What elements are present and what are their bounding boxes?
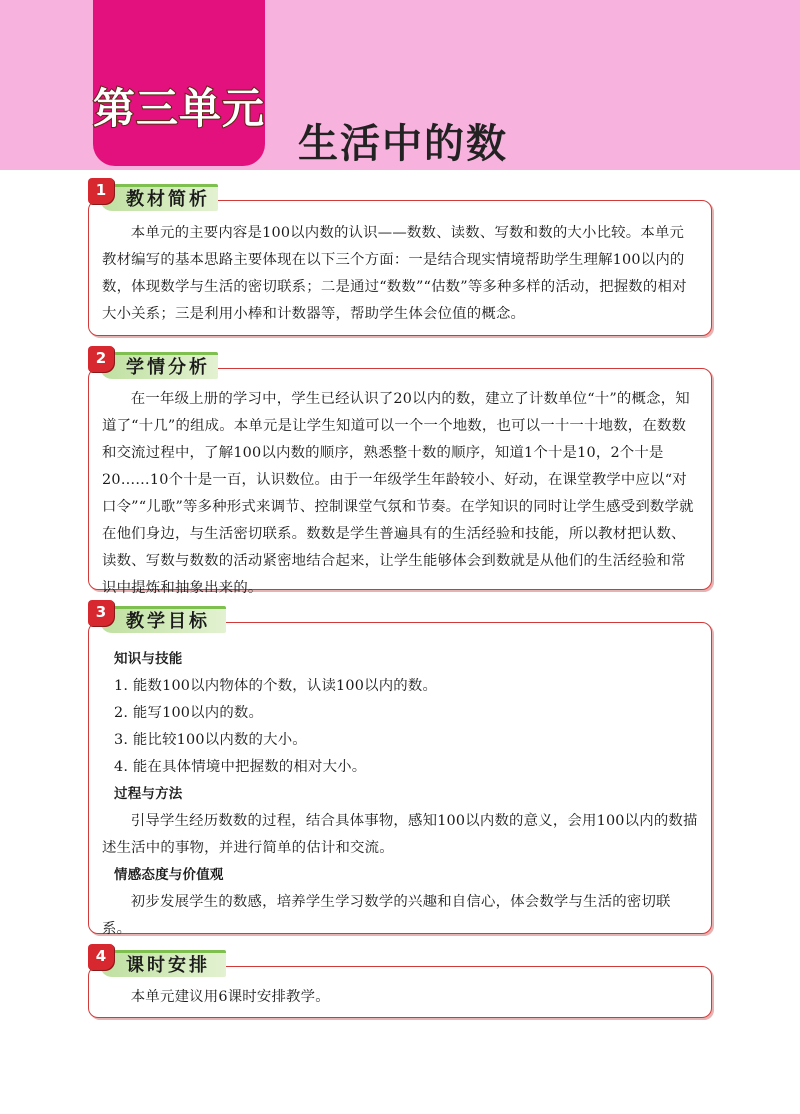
section-teaching-goals [88,600,712,937]
list-item: 4. 能在具体情境中把握数的相对大小。 [114,759,367,775]
section-title: 教材简析 [126,189,210,210]
section-title-badge [100,352,218,379]
unit-title: 生活中的数 [298,121,508,167]
section-body [102,984,698,1011]
section-title-badge [100,184,218,211]
paragraph: 本单元的主要内容是100以内数的认识——数数、读数、写数和数的大小比较。本单元教材编写的基本思路主要体现在以下三个方面：一是结合现实情境帮助学生理解100以内的数，体现数学与生活的密切联系；二是通过“数数”“估数”等多种多样的活动，把握数的相对大小关系；三是利用小棒和计数器等，帮助学生体会位值的概念。 [102,225,687,322]
subheading-attitude-values: 情感态度与价值观 [114,867,224,883]
unit-label: 第三单元 [93,84,266,133]
section-title: 课时安排 [126,955,210,976]
paragraph: 初步发展学生的数感，培养学生学习数学的兴趣和自信心，体会数学与生活的密切联系。 [102,894,671,937]
paragraph: 引导学生经历数数的过程，结合具体事物，感知100以内数的意义，会用100以内的数描述生活中的事物，并进行简单的估计和交流。 [102,813,698,856]
section-number: 2 [88,346,114,372]
paragraph: 本单元建议用6课时安排教学。 [130,989,330,1005]
section-body [102,386,698,602]
subheading-process-methods: 过程与方法 [114,786,183,802]
list-item: 1. 能数100以内物体的个数，认读100以内的数。 [114,678,438,694]
paragraph: 在一年级上册的学习中，学生已经认识了20以内的数，建立了计数单位“十”的概念，知道了“十几”的组成。本单元是让学生知道可以一个一个地数，也可以一十一十地数，在数数和交流过程中，了解100以内数的顺序，熟悉整十数的顺序，知道1个十是10，2个十是20……10个十是一百，认识数位。由于一年级学生年龄较小、好动，在课堂教学中应以“对口令”“儿歌”等多种形式来调节、控制课堂气氛和节奏。在学知识的同时让学生感受到数学就在他们身边，与生活密切联系。数数是学生普遍具有的生活经验和技能，所以教材把认数、读数、写数与数数的活动紧密地结合起来，让学生能够体会到数就是从他们的生活经验和常识中提炼和抽象出来的。 [102,391,694,596]
section-number: 4 [88,944,114,970]
list-item: 2. 能写100以内的数。 [114,705,264,721]
section-title-badge [100,950,226,977]
section-body [102,646,698,943]
section-number: 1 [88,178,114,204]
section-schedule [88,944,712,1018]
section-body [102,220,698,328]
list-item: 3. 能比较100以内数的大小。 [114,732,307,748]
section-student-analysis [88,346,712,596]
section-title-badge [100,606,226,633]
section-title: 教学目标 [126,611,210,632]
subheading-knowledge-skills: 知识与技能 [114,651,183,667]
section-number: 3 [88,600,114,626]
section-textbook-analysis [88,178,712,336]
section-title: 学情分析 [126,357,210,378]
